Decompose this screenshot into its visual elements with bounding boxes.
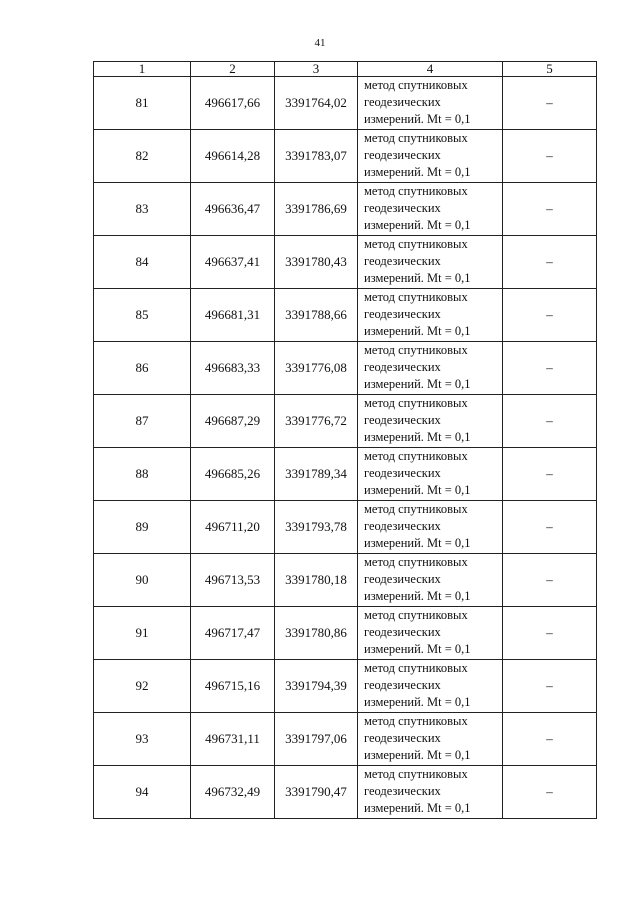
point-number-cell: 90 — [94, 554, 191, 607]
method-line-3: измерений. Mt = 0,1 — [364, 801, 471, 815]
table-row — [94, 289, 597, 342]
note-cell: – — [503, 660, 597, 713]
method-cell — [358, 183, 503, 236]
y-coordinate-cell: 3391786,69 — [275, 183, 358, 236]
method-line-1: метод спутниковых — [364, 396, 468, 410]
note-cell: – — [503, 77, 597, 130]
method-line-3: измерений. Mt = 0,1 — [364, 377, 471, 391]
method-line-2: геодезических — [364, 360, 441, 374]
table-row — [94, 554, 597, 607]
x-coordinate-cell: 496732,49 — [191, 766, 275, 819]
coordinates-table — [93, 61, 597, 819]
method-line-3: измерений. Mt = 0,1 — [364, 536, 471, 550]
y-coordinate-cell: 3391793,78 — [275, 501, 358, 554]
note-cell: – — [503, 448, 597, 501]
page-number: 41 — [314, 37, 326, 49]
method-line-2: геодезических — [364, 572, 441, 586]
table-row — [94, 236, 597, 289]
y-coordinate-cell: 3391776,72 — [275, 395, 358, 448]
method-line-1: метод спутниковых — [364, 608, 468, 622]
x-coordinate-cell: 496711,20 — [191, 501, 275, 554]
method-line-2: геодезических — [364, 731, 441, 745]
x-coordinate-cell: 496685,26 — [191, 448, 275, 501]
point-number-cell: 91 — [94, 607, 191, 660]
header-col-4: 4 — [358, 62, 503, 77]
x-coordinate-cell: 496636,47 — [191, 183, 275, 236]
y-coordinate-cell: 3391788,66 — [275, 289, 358, 342]
x-coordinate-cell: 496637,41 — [191, 236, 275, 289]
note-cell: – — [503, 554, 597, 607]
note-cell: – — [503, 289, 597, 342]
note-cell: – — [503, 501, 597, 554]
method-cell — [358, 448, 503, 501]
method-line-1: метод спутниковых — [364, 661, 468, 675]
method-line-2: геодезических — [364, 625, 441, 639]
method-line-3: измерений. Mt = 0,1 — [364, 112, 471, 126]
method-line-3: измерений. Mt = 0,1 — [364, 483, 471, 497]
x-coordinate-cell: 496717,47 — [191, 607, 275, 660]
table-row — [94, 660, 597, 713]
y-coordinate-cell: 3391780,18 — [275, 554, 358, 607]
method-cell — [358, 501, 503, 554]
x-coordinate-cell: 496715,16 — [191, 660, 275, 713]
y-coordinate-cell: 3391764,02 — [275, 77, 358, 130]
table-row — [94, 183, 597, 236]
method-line-1: метод спутниковых — [364, 237, 468, 251]
method-line-1: метод спутниковых — [364, 502, 468, 516]
method-line-3: измерений. Mt = 0,1 — [364, 695, 471, 709]
y-coordinate-cell: 3391790,47 — [275, 766, 358, 819]
x-coordinate-cell: 496683,33 — [191, 342, 275, 395]
method-line-2: геодезических — [364, 307, 441, 321]
method-line-3: измерений. Mt = 0,1 — [364, 271, 471, 285]
point-number-cell: 86 — [94, 342, 191, 395]
method-line-2: геодезических — [364, 784, 441, 798]
y-coordinate-cell: 3391797,06 — [275, 713, 358, 766]
method-cell — [358, 342, 503, 395]
method-cell — [358, 289, 503, 342]
y-coordinate-cell: 3391780,43 — [275, 236, 358, 289]
point-number-cell: 93 — [94, 713, 191, 766]
note-cell: – — [503, 342, 597, 395]
method-line-1: метод спутниковых — [364, 343, 468, 357]
table-row — [94, 77, 597, 130]
method-line-3: измерений. Mt = 0,1 — [364, 324, 471, 338]
y-coordinate-cell: 3391776,08 — [275, 342, 358, 395]
point-number-cell: 85 — [94, 289, 191, 342]
note-cell: – — [503, 713, 597, 766]
method-line-3: измерений. Mt = 0,1 — [364, 430, 471, 444]
note-cell: – — [503, 130, 597, 183]
x-coordinate-cell: 496687,29 — [191, 395, 275, 448]
note-cell: – — [503, 607, 597, 660]
method-line-2: геодезических — [364, 466, 441, 480]
method-cell — [358, 77, 503, 130]
point-number-cell: 84 — [94, 236, 191, 289]
method-line-1: метод спутниковых — [364, 714, 468, 728]
x-coordinate-cell: 496681,31 — [191, 289, 275, 342]
table-row — [94, 713, 597, 766]
table-row — [94, 395, 597, 448]
method-line-3: измерений. Mt = 0,1 — [364, 589, 471, 603]
table-row — [94, 501, 597, 554]
method-line-1: метод спутниковых — [364, 449, 468, 463]
method-line-1: метод спутниковых — [364, 290, 468, 304]
note-cell: – — [503, 395, 597, 448]
y-coordinate-cell: 3391789,34 — [275, 448, 358, 501]
x-coordinate-cell: 496713,53 — [191, 554, 275, 607]
method-cell — [358, 395, 503, 448]
table-row — [94, 607, 597, 660]
method-line-2: геодезических — [364, 201, 441, 215]
note-cell: – — [503, 766, 597, 819]
table-row — [94, 448, 597, 501]
method-cell — [358, 607, 503, 660]
method-line-2: геодезических — [364, 254, 441, 268]
header-col-1: 1 — [94, 62, 191, 77]
y-coordinate-cell: 3391783,07 — [275, 130, 358, 183]
point-number-cell: 92 — [94, 660, 191, 713]
header-col-5: 5 — [503, 62, 597, 77]
method-line-1: метод спутниковых — [364, 78, 468, 92]
method-cell — [358, 660, 503, 713]
y-coordinate-cell: 3391780,86 — [275, 607, 358, 660]
table-body — [94, 77, 597, 819]
method-cell — [358, 713, 503, 766]
method-line-3: измерений. Mt = 0,1 — [364, 642, 471, 656]
method-line-1: метод спутниковых — [364, 184, 468, 198]
point-number-cell: 88 — [94, 448, 191, 501]
table-row — [94, 130, 597, 183]
method-line-1: метод спутниковых — [364, 555, 468, 569]
header-col-3: 3 — [275, 62, 358, 77]
point-number-cell: 82 — [94, 130, 191, 183]
table-header-row — [94, 62, 597, 77]
x-coordinate-cell: 496731,11 — [191, 713, 275, 766]
method-cell — [358, 554, 503, 607]
point-number-cell: 87 — [94, 395, 191, 448]
method-cell — [358, 766, 503, 819]
x-coordinate-cell: 496614,28 — [191, 130, 275, 183]
method-line-2: геодезических — [364, 95, 441, 109]
method-cell — [358, 236, 503, 289]
note-cell: – — [503, 183, 597, 236]
point-number-cell: 83 — [94, 183, 191, 236]
x-coordinate-cell: 496617,66 — [191, 77, 275, 130]
header-col-2: 2 — [191, 62, 275, 77]
method-cell — [358, 130, 503, 183]
point-number-cell: 94 — [94, 766, 191, 819]
method-line-3: измерений. Mt = 0,1 — [364, 218, 471, 232]
method-line-1: метод спутниковых — [364, 131, 468, 145]
method-line-3: измерений. Mt = 0,1 — [364, 748, 471, 762]
table-row — [94, 342, 597, 395]
method-line-2: геодезических — [364, 519, 441, 533]
method-line-1: метод спутниковых — [364, 767, 468, 781]
method-line-3: измерений. Mt = 0,1 — [364, 165, 471, 179]
method-line-2: геодезических — [364, 148, 441, 162]
point-number-cell: 89 — [94, 501, 191, 554]
note-cell: – — [503, 236, 597, 289]
y-coordinate-cell: 3391794,39 — [275, 660, 358, 713]
table-row — [94, 766, 597, 819]
method-line-2: геодезических — [364, 678, 441, 692]
point-number-cell: 81 — [94, 77, 191, 130]
method-line-2: геодезических — [364, 413, 441, 427]
